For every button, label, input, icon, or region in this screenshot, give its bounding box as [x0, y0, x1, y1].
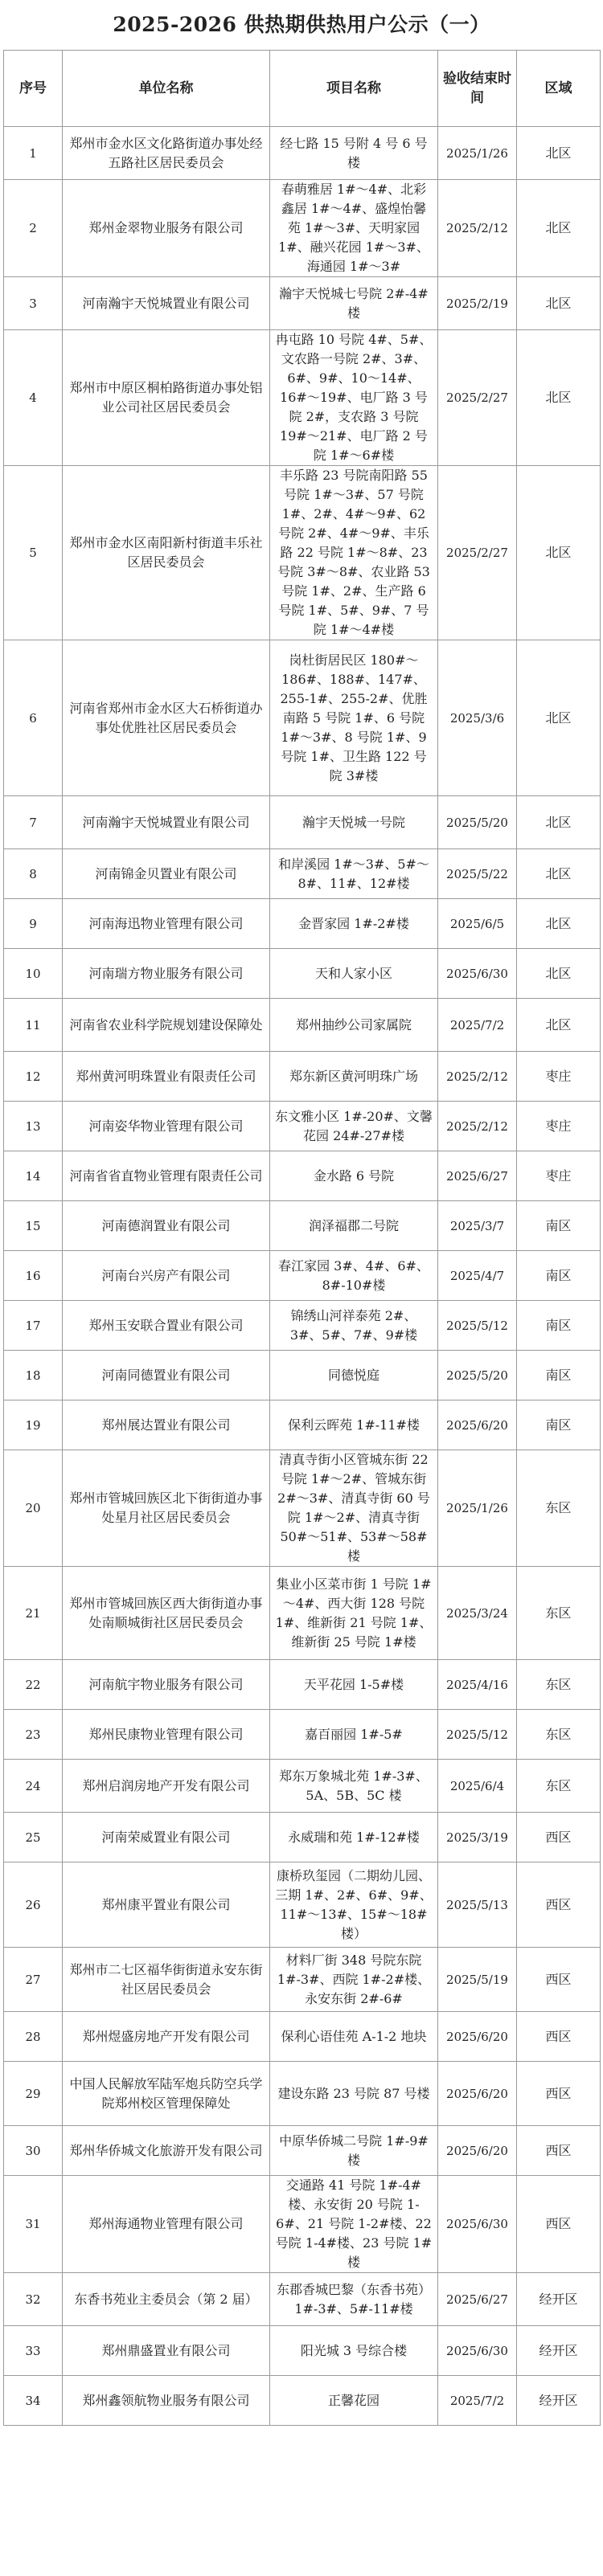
- table-row: [4, 999, 601, 1052]
- acceptance-date: 2025/5/20: [438, 1351, 517, 1400]
- acceptance-date: 2025/2/12: [438, 1102, 517, 1151]
- table-row: [4, 1450, 601, 1567]
- table-row: [4, 466, 601, 640]
- row-number: 10: [4, 949, 63, 999]
- table-row: [4, 1567, 601, 1660]
- unit-name: 东香书苑业主委员会（第 2 届）: [63, 2273, 270, 2326]
- unit-name: 河南台兴房产有限公司: [63, 1251, 270, 1301]
- unit-name: 河南省农业科学院规划建设保障处: [63, 999, 270, 1052]
- acceptance-date: 2025/6/20: [438, 2062, 517, 2126]
- area-name: 北区: [517, 640, 601, 796]
- acceptance-date: 2025/6/20: [438, 2012, 517, 2062]
- project-name: 润泽福郡二号院: [270, 1201, 438, 1251]
- unit-name: 河南瑞方物业服务有限公司: [63, 949, 270, 999]
- area-name: 经开区: [517, 2326, 601, 2376]
- table-row: [4, 1151, 601, 1201]
- area-name: 东区: [517, 1660, 601, 1710]
- table-row: [4, 1052, 601, 1102]
- project-name: 正馨花园: [270, 2376, 438, 2426]
- acceptance-date: 2025/6/20: [438, 2126, 517, 2176]
- unit-name: 郑州玉安联合置业有限公司: [63, 1301, 270, 1351]
- project-name: 郑东新区黄河明珠广场: [270, 1052, 438, 1102]
- acceptance-date: 2025/6/27: [438, 2273, 517, 2326]
- table-row: [4, 1813, 601, 1862]
- area-name: 枣庄: [517, 1102, 601, 1151]
- table-row: [4, 2126, 601, 2176]
- row-number: 15: [4, 1201, 63, 1251]
- project-name: 和岸溪园 1#～3#、5#～8#、11#、12#楼: [270, 849, 438, 899]
- row-number: 2: [4, 180, 63, 277]
- area-name: 北区: [517, 127, 601, 180]
- unit-name: 郑州民康物业管理有限公司: [63, 1710, 270, 1760]
- row-number: 8: [4, 849, 63, 899]
- unit-name: 郑州市金水区文化路街道办事处经五路社区居民委员会: [63, 127, 270, 180]
- table-row: [4, 277, 601, 330]
- project-name: 同德悦庭: [270, 1351, 438, 1400]
- area-name: 北区: [517, 899, 601, 949]
- acceptance-date: 2025/6/30: [438, 2326, 517, 2376]
- table-row: [4, 1710, 601, 1760]
- unit-name: 河南姿华物业管理有限公司: [63, 1102, 270, 1151]
- row-number: 6: [4, 640, 63, 796]
- table-row: [4, 2273, 601, 2326]
- area-name: 西区: [517, 2062, 601, 2126]
- table-row: [4, 127, 601, 180]
- project-name: 瀚宇天悦城七号院 2#-4#楼: [270, 277, 438, 330]
- acceptance-date: 2025/5/12: [438, 1301, 517, 1351]
- row-number: 34: [4, 2376, 63, 2426]
- row-number: 7: [4, 796, 63, 849]
- acceptance-date: 2025/2/12: [438, 1052, 517, 1102]
- area-name: 西区: [517, 1948, 601, 2012]
- acceptance-date: 2025/2/12: [438, 180, 517, 277]
- table-row: [4, 2376, 601, 2426]
- area-name: 东区: [517, 1450, 601, 1567]
- header-date: 验收结束时间: [438, 51, 517, 127]
- area-name: 北区: [517, 330, 601, 466]
- unit-name: 河南锦金贝置业有限公司: [63, 849, 270, 899]
- header-area: 区域: [517, 51, 601, 127]
- project-name: 东文雅小区 1#-20#、文馨花园 24#-27#楼: [270, 1102, 438, 1151]
- table-row: [4, 1301, 601, 1351]
- project-name: 郑东万象城北苑 1#-3#、5A、5B、5C 楼: [270, 1760, 438, 1813]
- project-name: 集业小区菜市街 1 号院 1#～4#、西大街 128 号院 1#、维新街 21 号院 1#、维新街 25 号院 1#楼: [270, 1567, 438, 1660]
- unit-name: 郑州煜盛房地产开发有限公司: [63, 2012, 270, 2062]
- area-name: 经开区: [517, 2376, 601, 2426]
- table-row: [4, 796, 601, 849]
- page-title: 2025-2026 供热期供热用户公示（一）: [113, 13, 490, 36]
- project-name: 金晋家园 1#-2#楼: [270, 899, 438, 949]
- project-name: 岗杜街居民区 180#～186#、188#、147#、255-1#、255-2#、优胜南路 5 号院 1#、6 号院 1#～3#、8 号院 1#、9 号院 1#、卫生路 122 号院 3#楼: [270, 640, 438, 796]
- table-row: [4, 330, 601, 466]
- header-project: 项目名称: [270, 51, 438, 127]
- acceptance-date: 2025/3/7: [438, 1201, 517, 1251]
- project-name: 金水路 6 号院: [270, 1151, 438, 1201]
- area-name: 南区: [517, 1400, 601, 1450]
- row-number: 22: [4, 1660, 63, 1710]
- area-name: 枣庄: [517, 1151, 601, 1201]
- project-name: 冉屯路 10 号院 4#、5#、文农路一号院 2#、3#、6#、9#、10～14#、16#～19#、电厂路 3 号院 2#，支农路 3 号院 19#～21#、电厂路 2 号院 1#～6#楼: [270, 330, 438, 466]
- area-name: 西区: [517, 2126, 601, 2176]
- area-name: 东区: [517, 1710, 601, 1760]
- project-name: 锦绣山河祥泰苑 2#、3#、5#、7#、9#楼: [270, 1301, 438, 1351]
- project-name: 建设东路 23 号院 87 号楼: [270, 2062, 438, 2126]
- row-number: 24: [4, 1760, 63, 1813]
- project-name: 康桥玖玺园（二期幼儿园、三期 1#、2#、6#、9#、11#～13#、15#～18#楼）: [270, 1862, 438, 1948]
- project-name: 春萌雅居 1#～4#、北彩鑫居 1#～4#、盛煌怡馨苑 1#～3#、天明家园 1#、融兴花园 1#～3#、海通园 1#～3#: [270, 180, 438, 277]
- area-name: 北区: [517, 849, 601, 899]
- row-number: 19: [4, 1400, 63, 1450]
- table-row: [4, 2012, 601, 2062]
- row-number: 21: [4, 1567, 63, 1660]
- area-name: 北区: [517, 949, 601, 999]
- header-unit: 单位名称: [63, 51, 270, 127]
- unit-name: 河南航宇物业服务有限公司: [63, 1660, 270, 1710]
- unit-name: 河南瀚宇天悦城置业有限公司: [63, 277, 270, 330]
- table-row: [4, 899, 601, 949]
- acceptance-date: 2025/1/26: [438, 1450, 517, 1567]
- acceptance-date: 2025/5/13: [438, 1862, 517, 1948]
- unit-name: 河南荣威置业有限公司: [63, 1813, 270, 1862]
- row-number: 12: [4, 1052, 63, 1102]
- acceptance-date: 2025/5/19: [438, 1948, 517, 2012]
- unit-name: 河南瀚宇天悦城置业有限公司: [63, 796, 270, 849]
- area-name: 西区: [517, 2176, 601, 2273]
- project-name: 永威瑞和苑 1#-12#楼: [270, 1813, 438, 1862]
- unit-name: 郑州华侨城文化旅游开发有限公司: [63, 2126, 270, 2176]
- heating-users-table: [3, 50, 601, 2426]
- table-row: [4, 1251, 601, 1301]
- project-name: 丰乐路 23 号院南阳路 55 号院 1#～3#、57 号院 1#、2#、4#～9#、62 号院 2#、4#～9#、丰乐路 22 号院 1#～8#、23 号院 3#～8#、农业路 53 号院 1#、2#、生产路 6 号院 1#、5#、9#、7 号院 1#～4#楼: [270, 466, 438, 640]
- acceptance-date: 2025/3/24: [438, 1567, 517, 1660]
- unit-name: 郑州市中原区桐柏路街道办事处铝业公司社区居民委员会: [63, 330, 270, 466]
- table-row: [4, 2176, 601, 2273]
- unit-name: 郑州康平置业有限公司: [63, 1862, 270, 1948]
- row-number: 23: [4, 1710, 63, 1760]
- table-row: [4, 1760, 601, 1813]
- table-row: [4, 1400, 601, 1450]
- unit-name: 郑州市管城回族区北下街街道办事处星月社区居民委员会: [63, 1450, 270, 1567]
- table-row: [4, 1862, 601, 1948]
- table-row: [4, 949, 601, 999]
- project-name: 春江家园 3#、4#、6#、8#-10#楼: [270, 1251, 438, 1301]
- row-number: 27: [4, 1948, 63, 2012]
- table-row: [4, 849, 601, 899]
- row-number: 1: [4, 127, 63, 180]
- project-name: 交通路 41 号院 1#-4#楼、永安街 20 号院 1-6#、21 号院 1-2#楼、22 号院 1-4#楼、23 号院 1#楼: [270, 2176, 438, 2273]
- acceptance-date: 2025/3/19: [438, 1813, 517, 1862]
- row-number: 26: [4, 1862, 63, 1948]
- row-number: 13: [4, 1102, 63, 1151]
- row-number: 18: [4, 1351, 63, 1400]
- table-row: [4, 180, 601, 277]
- unit-name: 郑州市金水区南阳新村街道丰乐社区居民委员会: [63, 466, 270, 640]
- table-row: [4, 1660, 601, 1710]
- table-header-row: [4, 51, 601, 127]
- acceptance-date: 2025/2/27: [438, 466, 517, 640]
- row-number: 11: [4, 999, 63, 1052]
- unit-name: 郑州海通物业管理有限公司: [63, 2176, 270, 2273]
- project-name: 天平花园 1-5#楼: [270, 1660, 438, 1710]
- acceptance-date: 2025/5/12: [438, 1710, 517, 1760]
- unit-name: 郑州市管城回族区西大街街道办事处南顺城街社区居民委员会: [63, 1567, 270, 1660]
- row-number: 9: [4, 899, 63, 949]
- header-no: 序号: [4, 51, 63, 127]
- unit-name: 郑州金翠物业服务有限公司: [63, 180, 270, 277]
- area-name: 东区: [517, 1760, 601, 1813]
- acceptance-date: 2025/2/27: [438, 330, 517, 466]
- project-name: 保利心语佳苑 A-1-2 地块: [270, 2012, 438, 2062]
- row-number: 20: [4, 1450, 63, 1567]
- area-name: 北区: [517, 180, 601, 277]
- area-name: 枣庄: [517, 1052, 601, 1102]
- acceptance-date: 2025/6/4: [438, 1760, 517, 1813]
- table-row: [4, 640, 601, 796]
- project-name: 郑州抽纱公司家属院: [270, 999, 438, 1052]
- area-name: 北区: [517, 796, 601, 849]
- row-number: 14: [4, 1151, 63, 1201]
- project-name: 嘉百丽园 1#-5#: [270, 1710, 438, 1760]
- unit-name: 郑州启润房地产开发有限公司: [63, 1760, 270, 1813]
- row-number: 32: [4, 2273, 63, 2326]
- row-number: 31: [4, 2176, 63, 2273]
- acceptance-date: 2025/6/27: [438, 1151, 517, 1201]
- table-row: [4, 2326, 601, 2376]
- unit-name: 河南省郑州市金水区大石桥街道办事处优胜社区居民委员会: [63, 640, 270, 796]
- unit-name: 郑州黄河明珠置业有限责任公司: [63, 1052, 270, 1102]
- acceptance-date: 2025/6/5: [438, 899, 517, 949]
- acceptance-date: 2025/5/22: [438, 849, 517, 899]
- project-name: 中原华侨城二号院 1#-9#楼: [270, 2126, 438, 2176]
- area-name: 北区: [517, 277, 601, 330]
- acceptance-date: 2025/1/26: [438, 127, 517, 180]
- acceptance-date: 2025/3/6: [438, 640, 517, 796]
- area-name: 北区: [517, 999, 601, 1052]
- project-name: 阳光城 3 号综合楼: [270, 2326, 438, 2376]
- table-row: [4, 2062, 601, 2126]
- unit-name: 郑州展达置业有限公司: [63, 1400, 270, 1450]
- unit-name: 郑州鼎盛置业有限公司: [63, 2326, 270, 2376]
- acceptance-date: 2025/4/16: [438, 1660, 517, 1710]
- area-name: 南区: [517, 1351, 601, 1400]
- acceptance-date: 2025/6/20: [438, 1400, 517, 1450]
- unit-name: 郑州市二七区福华街街道永安东街社区居民委员会: [63, 1948, 270, 2012]
- acceptance-date: 2025/6/30: [438, 949, 517, 999]
- area-name: 南区: [517, 1201, 601, 1251]
- area-name: 西区: [517, 2012, 601, 2062]
- table-body: [4, 127, 601, 2426]
- unit-name: 河南省省直物业管理有限责任公司: [63, 1151, 270, 1201]
- row-number: 33: [4, 2326, 63, 2376]
- unit-name: 中国人民解放军陆军炮兵防空兵学院郑州校区管理保障处: [63, 2062, 270, 2126]
- table-row: [4, 1201, 601, 1251]
- area-name: 南区: [517, 1251, 601, 1301]
- area-name: 南区: [517, 1301, 601, 1351]
- project-name: 保利云晖苑 1#-11#楼: [270, 1400, 438, 1450]
- table-row: [4, 1948, 601, 2012]
- area-name: 东区: [517, 1567, 601, 1660]
- row-number: 4: [4, 330, 63, 466]
- acceptance-date: 2025/2/19: [438, 277, 517, 330]
- project-name: 天和人家小区: [270, 949, 438, 999]
- row-number: 29: [4, 2062, 63, 2126]
- row-number: 30: [4, 2126, 63, 2176]
- area-name: 西区: [517, 1813, 601, 1862]
- area-name: 西区: [517, 1862, 601, 1948]
- project-name: 瀚宇天悦城一号院: [270, 796, 438, 849]
- row-number: 25: [4, 1813, 63, 1862]
- project-name: 东郡香城巴黎（东香书苑）1#-3#、5#-11#楼: [270, 2273, 438, 2326]
- row-number: 17: [4, 1301, 63, 1351]
- unit-name: 河南同德置业有限公司: [63, 1351, 270, 1400]
- table-row: [4, 1102, 601, 1151]
- acceptance-date: 2025/6/30: [438, 2176, 517, 2273]
- acceptance-date: 2025/4/7: [438, 1251, 517, 1301]
- unit-name: 河南海迅物业管理有限公司: [63, 899, 270, 949]
- row-number: 5: [4, 466, 63, 640]
- project-name: 材料厂街 348 号院东院 1#-3#、西院 1#-2#楼、永安东街 2#-6#: [270, 1948, 438, 2012]
- area-name: 经开区: [517, 2273, 601, 2326]
- project-name: 经七路 15 号附 4 号 6 号楼: [270, 127, 438, 180]
- row-number: 3: [4, 277, 63, 330]
- unit-name: 河南德润置业有限公司: [63, 1201, 270, 1251]
- acceptance-date: 2025/7/2: [438, 999, 517, 1052]
- row-number: 28: [4, 2012, 63, 2062]
- row-number: 16: [4, 1251, 63, 1301]
- table-row: [4, 1351, 601, 1400]
- area-name: 北区: [517, 466, 601, 640]
- acceptance-date: 2025/7/2: [438, 2376, 517, 2426]
- unit-name: 郑州鑫领航物业服务有限公司: [63, 2376, 270, 2426]
- acceptance-date: 2025/5/20: [438, 796, 517, 849]
- project-name: 清真寺街小区管城东街 22 号院 1#～2#、管城东街 2#～3#、清真寺街 60 号院 1#～2#、清真寺街 50#～51#、53#～58#楼: [270, 1450, 438, 1567]
